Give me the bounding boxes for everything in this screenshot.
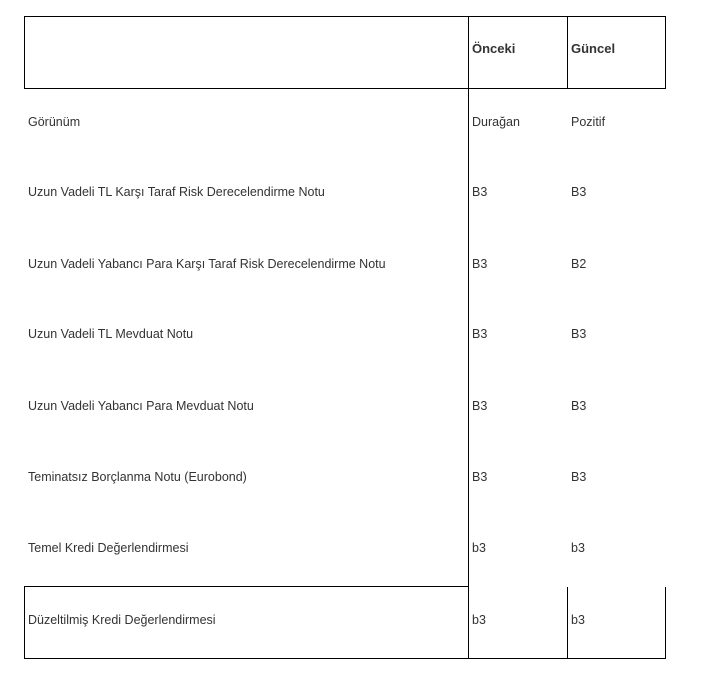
header-right-border xyxy=(665,16,666,89)
header-bottom-border xyxy=(24,88,666,89)
row-label: Uzun Vadeli Yabancı Para Mevduat Notu xyxy=(28,399,254,413)
row-previous: Durağan xyxy=(472,115,520,129)
column-divider-label xyxy=(468,16,469,659)
row-current: b3 xyxy=(571,613,585,627)
last-row-left-border xyxy=(24,586,25,659)
row-current: B2 xyxy=(571,257,587,271)
last-row-right-border xyxy=(665,587,666,659)
header-current: Güncel xyxy=(571,41,616,56)
row-previous: B3 xyxy=(472,327,488,341)
column-divider-values xyxy=(567,16,568,89)
row-previous: B3 xyxy=(472,257,488,271)
row-label: Uzun Vadeli TL Karşı Taraf Risk Derecelendirme Notu xyxy=(28,185,325,199)
row-current: B3 xyxy=(571,399,587,413)
row-current: B3 xyxy=(571,470,587,484)
row-previous: B3 xyxy=(472,185,488,199)
row-current: Pozitif xyxy=(571,115,606,129)
header-top-border xyxy=(24,16,666,17)
row-previous: b3 xyxy=(472,541,486,555)
header-previous: Önceki xyxy=(472,41,516,56)
row-label: Görünüm xyxy=(28,115,81,129)
last-row-top-border xyxy=(24,586,469,587)
row-label: Düzeltilmiş Kredi Değerlendirmesi xyxy=(28,613,216,627)
table-bottom-border xyxy=(24,658,666,659)
header-left-border xyxy=(24,16,25,89)
row-current: B3 xyxy=(571,185,587,199)
row-label: Uzun Vadeli Yabancı Para Karşı Taraf Risk Derecelendirme Notu xyxy=(28,257,386,271)
row-current: B3 xyxy=(571,327,587,341)
row-label: Teminatsız Borçlanma Notu (Eurobond) xyxy=(28,470,247,484)
row-previous: b3 xyxy=(472,613,486,627)
column-divider-values-last xyxy=(567,587,568,659)
row-current: b3 xyxy=(571,541,585,555)
row-label: Uzun Vadeli TL Mevduat Notu xyxy=(28,327,194,341)
row-previous: B3 xyxy=(472,399,488,413)
row-label: Temel Kredi Değerlendirmesi xyxy=(28,541,189,555)
row-previous: B3 xyxy=(472,470,488,484)
